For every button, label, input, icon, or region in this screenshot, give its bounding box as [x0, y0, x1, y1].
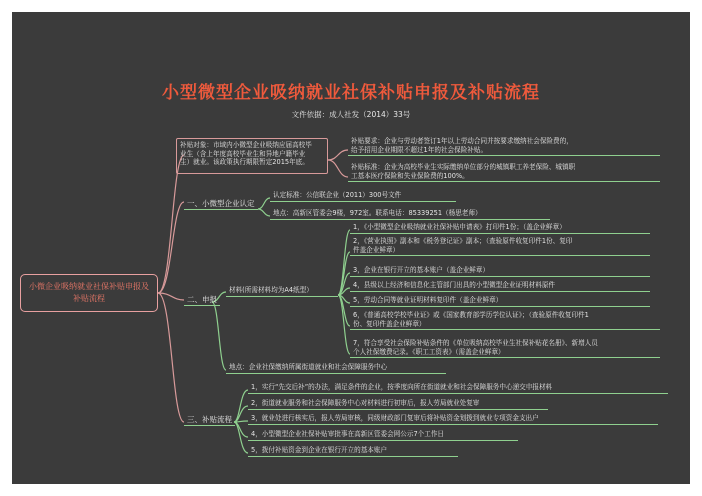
- connector-target-requirement: [328, 150, 348, 160]
- connector-root-branch1: [158, 202, 184, 293]
- root-node: [20, 274, 158, 312]
- materials-label: 材料(所需材料均为A4纸型）: [226, 285, 338, 297]
- material-item-4: 4，县级以上经济和信息化主管部门出具的小型微型企业证明材料原件: [350, 280, 650, 292]
- material-item-2: [350, 236, 650, 256]
- page-title: 小型微型企业吸纳就业社保补贴申报及补贴流程: [162, 83, 540, 103]
- material-item-5: 5，劳动合同等就业证明材料复印件（盖企业鲜章）: [350, 295, 650, 307]
- connector-b1-standard: [258, 198, 270, 209]
- subsidy-standard-node: [348, 162, 660, 182]
- application-location: 地点：企业社保缴纳所属街道就业和社会保障服务中心: [226, 362, 446, 374]
- material-item-2-line-2: 件盖企业鲜章）: [353, 245, 400, 254]
- process-step-1: 1，实行“先交后补”的办法，满足条件的企业，按季度向所在街道就业和社会保障服务中心递交申报材料: [248, 382, 668, 394]
- certification-standard: 认定标准：公信联企业（2011）300号文件: [270, 190, 456, 202]
- process-step-2: 2，街道就业服务和社会保障服务中心对材料进行初审后，报人劳局就业处复审: [248, 398, 548, 410]
- material-item-6-line-1: 6，《普通高校学校毕业证》或《国家教育部学历学位认证》；（查验原件收复印件1: [353, 311, 589, 319]
- material-item-1: 1，《小型微型企业吸纳就业社保补贴申请表》打印件1份；（盖企业鲜章）: [350, 222, 650, 234]
- material-item-7: [350, 338, 660, 358]
- subsidy-standard-line-2: 工基本医疗保险和失业保险费的100%。: [351, 171, 469, 180]
- subsidy-requirement-node: [348, 136, 660, 156]
- subsidy-requirement-line-1: 补贴要求：企业与劳动者签订1年以上劳动合同并按要求缴纳社会保险费的，: [351, 137, 573, 145]
- connector-b1-location: [258, 209, 270, 216]
- branch-subsidy-process: 三、补贴流程: [184, 414, 235, 426]
- process-step-3: 3，就业处进行核实后，报人劳局审核，同级财政部门复审后将补贴资金划拨到就业专项资金支出户: [248, 413, 658, 425]
- subsidy-target-line-1: 补贴对象：市域内小微型企业吸纳应届高校毕: [180, 141, 312, 149]
- branch-application: 二、申报: [184, 294, 220, 306]
- branch-enterprise-certification: 一、小微型企业认定: [184, 198, 258, 210]
- connector-b2-location: [212, 302, 226, 370]
- material-item-3: 3，企业在银行开立的基本账户（盖企业鲜章）: [350, 265, 650, 277]
- subsidy-target-line-2: 业生（含上年度高校毕业生和异地户籍毕业: [180, 149, 306, 158]
- material-item-2-line-1: 2，《营业执照》副本和《税务登记证》副本；（查验原件收复印件1份、复印: [353, 237, 573, 245]
- connector-target-standard: [328, 160, 348, 177]
- connector-root-branch3: [158, 293, 184, 422]
- document-basis: 文件依据：成人社发（2014）33号: [291, 110, 411, 119]
- process-step-4: 4，小型微型企业社保补贴审批事在高新区管委会网公示7个工作日: [248, 429, 518, 441]
- material-item-6-line-2: 份、复印件盖企业鲜章）: [353, 319, 426, 328]
- subsidy-requirement-line-2: 给予招用企业期限不超过1年的社会保险补贴。: [351, 145, 488, 154]
- material-item-7-line-1: 7，符合享受社会保险补贴条件的《单位吸纳高校毕业生社保补贴花名册》、新增人员: [353, 339, 598, 347]
- material-item-7-line-2: 个人社保缴费记录。《职工工资表》（需盖企业鲜章）: [353, 347, 505, 356]
- connector-root-target: [158, 155, 184, 293]
- process-step-5: 5，拨付补贴资金到企业在银行开立的基本账户: [248, 445, 458, 457]
- subsidy-target-line-3: 生）就业。该政策执行期限暂定2015年底。: [180, 158, 309, 166]
- root-label: 小微企业吸纳就业社保补贴申报及补贴流程: [29, 282, 149, 303]
- subsidy-standard-line-1: 补贴标准：企业为高校毕业生实际缴纳单位部分的城镇职工养老保险、城镇职: [351, 163, 576, 171]
- certification-location: 地点：高新区管委会9楼，972室。联系电话：85339251（杨思老师）: [270, 208, 550, 220]
- material-item-6: [350, 310, 660, 330]
- subsidy-target-node: [176, 138, 328, 174]
- mindmap-canvas: [12, 12, 690, 484]
